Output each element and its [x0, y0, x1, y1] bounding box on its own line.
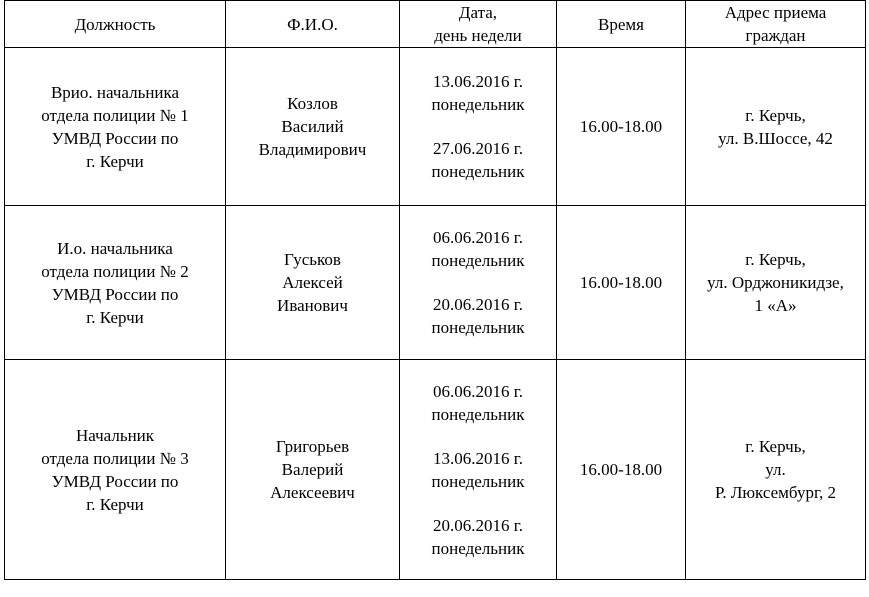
address-line: 1 «А»	[754, 296, 797, 315]
date-value: 06.06.2016 г.	[432, 228, 524, 247]
name-line: Иванович	[277, 296, 348, 315]
address-line: г. Керчь,	[745, 437, 806, 456]
position-line: УМВД России по	[51, 471, 179, 491]
address-line: ул.	[765, 460, 786, 479]
position-line: Врио. начальника	[50, 82, 180, 102]
header-address	[686, 1, 866, 48]
position-line: г. Керчи	[86, 151, 144, 171]
reception-schedule-table	[4, 0, 866, 580]
time-cell: 16.00-18.00	[557, 360, 686, 580]
date-entry	[432, 380, 525, 426]
date-value: 20.06.2016 г.	[432, 295, 524, 314]
date-entry	[432, 137, 525, 183]
position-line: отдела полиции № 2	[41, 261, 189, 281]
table-row	[5, 48, 866, 206]
address-cell	[686, 360, 866, 580]
address-line: г. Керчь,	[745, 105, 806, 125]
header-date	[400, 1, 557, 48]
weekday-value: понедельник	[431, 538, 525, 558]
name-line: Алексей	[282, 273, 343, 292]
name-line: Василий	[281, 117, 344, 136]
position-line: И.о. начальника	[57, 238, 173, 258]
date-entry	[432, 226, 525, 272]
address-line: ул. Орджоникидзе,	[707, 273, 844, 292]
position-cell	[5, 206, 226, 360]
date-value: 27.06.2016 г.	[432, 139, 524, 158]
table-row	[5, 206, 866, 360]
name-cell	[226, 206, 400, 360]
date-cell	[400, 48, 557, 206]
address-cell	[686, 206, 866, 360]
header-address-line2: граждан	[745, 26, 806, 45]
header-date-line2: день недели	[434, 26, 522, 45]
date-entry	[432, 293, 525, 339]
date-value: 13.06.2016 г.	[432, 72, 524, 91]
address-line: Р. Люксембург, 2	[714, 483, 836, 502]
name-line: Алексеевич	[270, 483, 355, 502]
time-cell: 16.00-18.00	[557, 206, 686, 360]
name-cell	[226, 48, 400, 206]
date-value: 13.06.2016 г.	[432, 448, 524, 468]
name-line: Владимирович	[258, 140, 367, 159]
weekday-value: понедельник	[431, 95, 525, 114]
address-line: г. Керчь,	[745, 250, 806, 269]
weekday-value: понедельник	[431, 404, 525, 424]
date-cell	[400, 206, 557, 360]
position-line: отдела полиции № 3	[41, 448, 189, 468]
position-line: УМВД России по	[51, 128, 179, 148]
header-time: Время	[557, 1, 686, 48]
weekday-value: понедельник	[431, 471, 525, 491]
name-line: Валерий	[281, 460, 344, 479]
header-position: Должность	[5, 1, 226, 48]
date-cell	[400, 360, 557, 580]
position-line: г. Керчи	[86, 307, 144, 327]
position-cell	[5, 48, 226, 206]
name-cell	[226, 360, 400, 580]
date-entry	[432, 70, 525, 116]
date-entry	[432, 447, 525, 493]
date-entry	[432, 514, 525, 560]
address-line: ул. В.Шоссе, 42	[718, 128, 833, 148]
address-cell	[686, 48, 866, 206]
time-cell: 16.00-18.00	[557, 48, 686, 206]
table-row	[5, 360, 866, 580]
header-date-line1: Дата,	[458, 3, 498, 22]
name-line: Григорьев	[275, 437, 350, 456]
position-line: г. Керчи	[86, 494, 144, 514]
position-line: Начальник	[75, 425, 155, 445]
date-value: 06.06.2016 г.	[432, 381, 524, 401]
name-line: Гуськов	[284, 250, 341, 269]
position-line: отдела полиции № 1	[41, 105, 189, 125]
header-name: Ф.И.О.	[226, 1, 400, 48]
weekday-value: понедельник	[431, 162, 525, 181]
position-line: УМВД России по	[51, 284, 179, 304]
weekday-value: понедельник	[431, 251, 525, 270]
position-cell	[5, 360, 226, 580]
header-address-line1: Адрес приема	[724, 3, 827, 22]
name-line: Козлов	[287, 94, 338, 113]
weekday-value: понедельник	[431, 318, 525, 337]
header-row	[5, 1, 866, 48]
date-value: 20.06.2016 г.	[432, 515, 524, 535]
